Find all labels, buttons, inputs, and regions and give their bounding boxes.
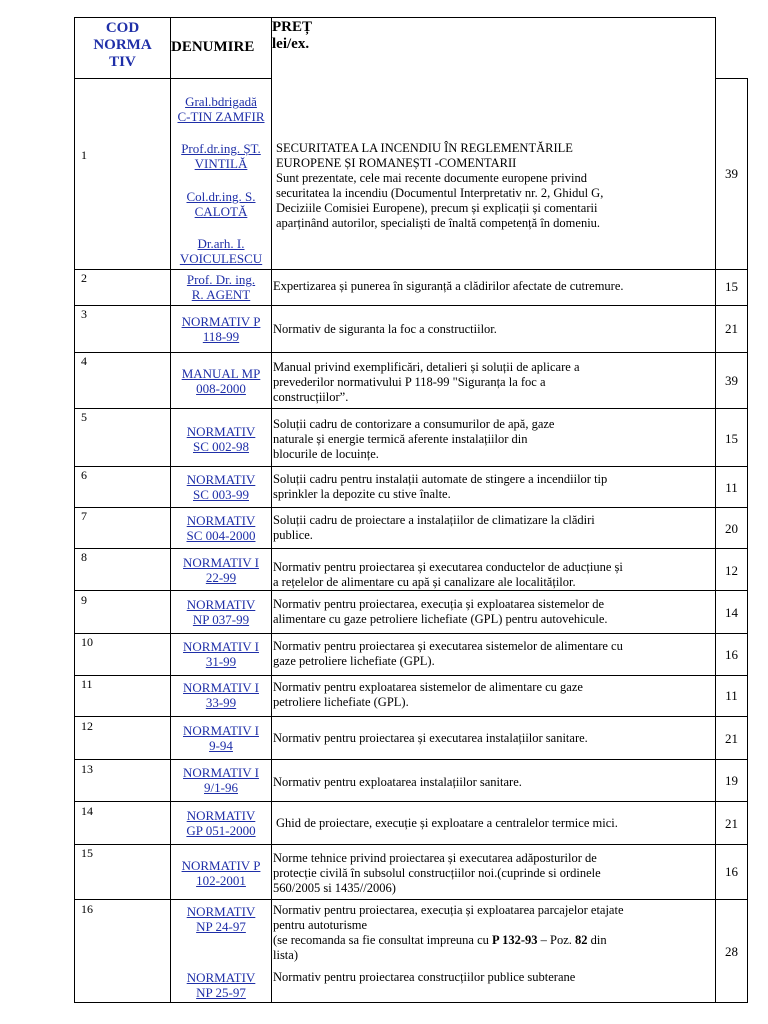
row-number: 3 [81, 307, 87, 321]
code-line[interactable]: NORMATIV [186, 472, 256, 487]
row-price: 28 [725, 944, 738, 959]
row-line-4 [74, 408, 748, 409]
row-price: 16 [725, 647, 738, 662]
code-line[interactable]: NORMATIV I [183, 680, 259, 695]
desc-bold: P 132-93 [492, 933, 538, 947]
code-line[interactable]: NP 25-97 [196, 985, 246, 1000]
desc-line: petroliere lichefiate (GPL). [273, 695, 409, 709]
desc-line: Normativ pentru proiectarea și executarea conductelor de aducțiune și [273, 560, 623, 574]
code-link[interactable] [171, 513, 271, 543]
table-border-bottom [74, 1002, 748, 1003]
row-description: Normativ pentru proiectarea și executarea instalațiilor sanitare. [273, 731, 588, 745]
code-link[interactable] [171, 970, 271, 1000]
author-line[interactable]: Prof.dr.ing. ȘT. [181, 141, 261, 156]
row-number: 11 [81, 677, 93, 691]
code-line[interactable]: Prof. Dr. ing. [186, 272, 256, 287]
author-link[interactable] [171, 189, 271, 219]
code-line[interactable]: 33-99 [205, 695, 237, 710]
row-line-2 [74, 305, 748, 306]
code-line[interactable]: NORMATIV [186, 808, 256, 823]
row-number: 16 [81, 902, 93, 916]
desc-line: Sunt prezentate, cele mai recente documente europene privind [276, 171, 587, 185]
author-line[interactable]: VOICULESCU [179, 251, 263, 266]
code-line[interactable]: NORMATIV [186, 424, 256, 439]
row-description [273, 560, 714, 590]
desc-line: Norme tehnice privind proiectarea și executarea adăposturilor de [273, 851, 597, 865]
row-number: 7 [81, 509, 87, 523]
header-code-line: COD [105, 20, 140, 36]
code-link[interactable] [171, 597, 271, 627]
desc-line: Manual privind exemplificări, detalieri și soluții de aplicare a [273, 360, 580, 374]
table-border-right [747, 78, 748, 1003]
row-price: 11 [725, 688, 738, 703]
row-description [273, 597, 714, 627]
row-number: 2 [81, 271, 87, 285]
code-link[interactable] [171, 723, 271, 753]
table-border-top [74, 17, 716, 18]
desc-line: lista) [273, 948, 298, 962]
row-line-header [74, 78, 272, 79]
desc-text: – Poz. [537, 933, 575, 947]
author-link[interactable] [171, 94, 271, 124]
code-line[interactable]: R. AGENT [191, 287, 251, 302]
desc-line: blocurile de locuințe. [273, 447, 379, 461]
desc-line: gaze petroliere lichefiate (GPL). [273, 654, 435, 668]
row-price: 20 [725, 521, 738, 536]
row-description [273, 639, 714, 669]
desc-line: Normativ pentru exploatarea sistemelor de alimentare cu gaze [273, 680, 583, 694]
row-number: 5 [81, 410, 87, 424]
code-line[interactable]: NP 24-97 [196, 919, 246, 934]
code-link[interactable] [171, 858, 271, 888]
author-line[interactable]: C-TIN ZAMFIR [177, 109, 265, 124]
row-description [273, 417, 714, 462]
code-line[interactable]: NORMATIV [186, 513, 256, 528]
code-link[interactable] [171, 272, 271, 302]
row-price: 12 [725, 563, 738, 578]
desc-line: Normativ pentru proiectarea și executarea sistemelor de alimentare cu [273, 639, 623, 653]
row-description [273, 360, 714, 405]
row-description [273, 513, 714, 543]
row-price: 21 [725, 731, 738, 746]
author-line[interactable]: Gral.bdrigadă [185, 94, 257, 109]
header-price [272, 19, 392, 53]
code-line[interactable]: SC 002-98 [193, 439, 249, 454]
code-line[interactable]: NORMATIV [186, 597, 256, 612]
header-price-line: lei/ex. [272, 36, 310, 52]
code-link[interactable] [171, 904, 271, 934]
code-line[interactable]: 118-99 [202, 329, 240, 344]
code-line[interactable]: 31-99 [205, 654, 237, 669]
code-line[interactable]: NORMATIV I [183, 639, 259, 654]
code-line[interactable]: 102-2001 [196, 873, 246, 888]
row-price: 14 [725, 605, 738, 620]
desc-line: Normativ pentru proiectarea, execuția și exploatarea parcajelor etajate [273, 903, 624, 917]
code-line[interactable]: GP 051-2000 [186, 823, 256, 838]
row-description [273, 472, 714, 502]
row-line-12 [74, 759, 748, 760]
desc-line: securitatea la incendiu (Documentul Interpretativ nr. 2, Ghidul G, [276, 186, 604, 200]
desc-line: Deciziile Comisiei Europene), precum și explicații și comentarii [276, 201, 598, 215]
row-price: 39 [725, 166, 738, 181]
desc-line: Normativ pentru proiectarea, execuția și exploatarea sistemelor de [273, 597, 605, 611]
row-price: 16 [725, 864, 738, 879]
code-line[interactable]: 9-94 [209, 738, 233, 753]
author-link[interactable] [171, 236, 271, 266]
desc-line: aparținând autorilor, specialiști de înaltă competență în domeniu. [276, 216, 601, 230]
row-line-10 [74, 675, 748, 676]
code-line[interactable]: NORMATIV I [183, 765, 259, 780]
code-line[interactable]: NORMATIV [186, 970, 256, 985]
code-line[interactable]: NORMATIV P [181, 314, 261, 329]
code-line[interactable]: NORMATIV P [181, 858, 261, 873]
row-description: Ghid de proiectare, execuție și exploatare a centralelor termice mici. [276, 816, 618, 830]
row-line-14 [74, 844, 748, 845]
col-divider-3 [715, 17, 716, 1003]
header-name: DENUMIRE [171, 39, 255, 55]
row-line-1 [74, 269, 748, 270]
row-line-5 [74, 466, 748, 467]
row-description: Expertizarea și punerea în siguranță a clădirilor afectate de cutremure. [273, 279, 624, 293]
row-line-7 [74, 548, 748, 549]
row-number: 6 [81, 468, 87, 482]
desc-line: Soluții cadru de proiectare a instalațiilor de climatizare la clădiri [273, 513, 595, 527]
row-line-header-right [715, 78, 748, 79]
author-line[interactable]: Dr.arh. I. [197, 236, 245, 251]
row-number: 10 [81, 635, 93, 649]
desc-bold: 82 [575, 933, 588, 947]
desc-line: pentru autoturisme [273, 918, 368, 932]
header-price-line: PREȚ [272, 19, 313, 35]
code-link[interactable] [171, 765, 271, 795]
desc-line: SECURITATEA LA INCENDIU ÎN REGLEMENTĂRILE [276, 141, 573, 155]
row-line-11 [74, 716, 748, 717]
desc-text: din [587, 933, 607, 947]
code-line[interactable]: 008-2000 [196, 381, 246, 396]
desc-line: Soluții cadru de contorizare a consumurilor de apă, gaze [273, 417, 555, 431]
code-line[interactable]: NORMATIV [186, 904, 256, 919]
row-line-8 [74, 590, 748, 591]
row-number: 13 [81, 762, 93, 776]
desc-line: publice. [273, 528, 313, 542]
row-description [273, 851, 714, 896]
desc-line: a rețelelor de alimentare cu apă și canalizare ale localităților. [273, 575, 576, 589]
desc-line: 560/2005 si 1435//2006) [273, 881, 396, 895]
desc-line: Soluții cadru pentru instalații automate de stingere a incendiilor tip [273, 472, 608, 486]
author-line[interactable]: VINTILĂ [194, 156, 248, 171]
row-description [273, 903, 714, 963]
header-code-line: NORMA [93, 37, 152, 53]
col-divider-2 [271, 17, 272, 1003]
code-line[interactable]: NORMATIV I [183, 723, 259, 738]
desc-line: construcțiilor”. [273, 390, 349, 404]
code-link[interactable] [171, 680, 271, 710]
code-link[interactable] [171, 314, 271, 344]
row-price: 19 [725, 773, 738, 788]
row-line-15 [74, 899, 748, 900]
row-number: 14 [81, 804, 93, 818]
code-line[interactable]: MANUAL MP [181, 366, 261, 381]
row-number: 8 [81, 550, 87, 564]
code-link[interactable] [171, 472, 271, 502]
code-line[interactable]: SC 003-99 [193, 487, 249, 502]
row-number: 15 [81, 846, 93, 860]
author-line[interactable]: CALOTĂ [194, 204, 248, 219]
row-number: 4 [81, 354, 87, 368]
row-description: Normativ pentru exploatarea instalațiilor sanitare. [273, 775, 522, 789]
row-number: 12 [81, 719, 93, 733]
row-price: 39 [725, 373, 738, 388]
desc-line: prevederilor normativului P 118-99 "Siguranța la foc a [273, 375, 546, 389]
desc-line [273, 933, 714, 948]
desc-line: alimentare cu gaze petroliere lichefiate (GPL) pentru autovehicule. [273, 612, 608, 626]
header-code [75, 20, 170, 71]
row-line-9 [74, 633, 748, 634]
row-number: 1 [81, 148, 87, 162]
code-link[interactable] [171, 366, 271, 396]
header-code-line: TIV [109, 54, 136, 70]
code-link[interactable] [171, 424, 271, 454]
code-link[interactable] [171, 639, 271, 669]
desc-line: naturale și energie termică aferente instalațiilor din [273, 432, 528, 446]
author-link[interactable] [171, 141, 271, 171]
row-description [276, 141, 714, 231]
table-border-left [74, 17, 75, 1003]
desc-text: (se recomanda sa fie consultat impreuna cu [273, 933, 493, 947]
code-line[interactable]: 9/1-96 [204, 780, 238, 795]
row-line-13 [74, 801, 748, 802]
row-price: 21 [725, 321, 738, 336]
row-price: 15 [725, 431, 738, 446]
row-price: 21 [725, 816, 738, 831]
row-price: 15 [725, 279, 738, 294]
row-number: 9 [81, 593, 87, 607]
code-link[interactable] [171, 808, 271, 838]
code-line[interactable]: SC 004-2000 [186, 528, 256, 543]
code-link[interactable] [171, 555, 271, 585]
row-description [273, 680, 714, 710]
row-description: Normativ pentru proiectarea construcțiilor publice subterane [273, 970, 576, 984]
desc-line: sprinkler la depozite cu stive înalte. [273, 487, 451, 501]
code-line[interactable]: NORMATIV I [183, 555, 259, 570]
code-line[interactable]: NP 037-99 [192, 612, 250, 627]
code-line[interactable]: 22-99 [205, 570, 237, 585]
row-price: 11 [725, 480, 738, 495]
row-line-6 [74, 507, 748, 508]
row-description: Normativ de siguranta la foc a constructiilor. [273, 322, 497, 336]
desc-line: EUROPENE ȘI ROMANEȘTI -COMENTARII [276, 156, 517, 170]
author-line[interactable]: Col.dr.ing. S. [186, 189, 256, 204]
row-line-3 [74, 352, 748, 353]
desc-line: protecție civilă în subsolul construcțiilor noi.(cuprinde si ordinele [273, 866, 601, 880]
